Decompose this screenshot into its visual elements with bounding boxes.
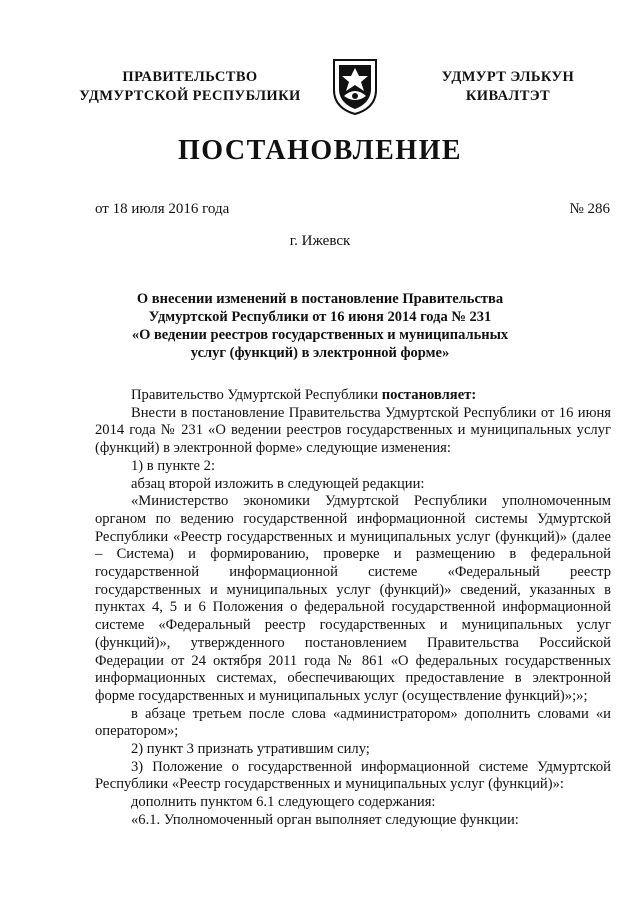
document-subject <box>110 290 530 362</box>
government-name-udmurt-line-1: УДМУРТ ЭЛЬКУН <box>441 69 575 85</box>
body-paragraph: «Министерство экономики Удмуртской Республики уполномоченным органом по ведению государственной информационной системы Удмуртской Республики «Реестр государственных и муниципальных услуг (функций)» (далее – Система) и формированию, проверке и размещению в федеральной государственной информационной системе «Федеральный реестр государственных и муниципальных услуг (функций)» сведений, указанных в пунктах 4, 5 и 6 Положения о федеральной государственной информационной системе «Федеральный реестр государственных и муниципальных услуг (функций)», утвержденного постановлением Правительства Российской Федерации от 24 октября 2011 года № 861 «О федеральных государственных информационных системах, обеспечивающих предоставление в электронной форме государственных и муниципальных услуг (осуществление функций)»;»; <box>95 493 611 704</box>
body-paragraph: 3) Положение о государственной информационной системе Удмуртской Республики «Реестр государственных и муниципальных услуг (функций)»: <box>95 758 611 793</box>
intro-verb: постановляет: <box>381 387 477 403</box>
body-paragraph: дополнить пунктом 6.1 следующего содержания: <box>131 794 436 811</box>
document-title: ПОСТАНОВЛЕНИЕ <box>177 135 463 166</box>
body-paragraph: в абзаце третьем после слова «администратором» дополнить словами «и оператором»; <box>95 705 611 740</box>
subject-line: Удмуртской Республики от 16 июня 2014 года № 231 <box>148 309 492 325</box>
document-body <box>95 387 611 830</box>
document-number: № 286 <box>569 201 610 217</box>
government-name-udmurt <box>418 68 598 106</box>
body-paragraph: «6.1. Уполномоченный орган выполняет следующие функции: <box>131 811 519 828</box>
government-name-line-1: ПРАВИТЕЛЬСТВО <box>122 69 258 85</box>
document-date: от 18 июля 2016 года <box>95 201 230 217</box>
body-intro <box>95 387 611 405</box>
body-paragraph: абзац второй изложить в следующей редакции: <box>131 475 425 492</box>
government-name-russian <box>70 68 310 106</box>
document-city: г. Ижевск <box>289 233 351 249</box>
body-paragraph: 2) пункт 3 признать утратившим силу; <box>131 741 370 758</box>
subject-line: услуг (функций) в электронной форме» <box>190 345 450 361</box>
intro-text: Правительство Удмуртской Республики <box>131 387 382 403</box>
subject-line: О внесении изменений в постановление Правительства <box>136 291 504 307</box>
government-name-line-2: УДМУРТСКОЙ РЕСПУБЛИКИ <box>79 88 301 104</box>
body-paragraph: Внести в постановление Правительства Удмуртской Республики от 16 июня 2014 года № 231 «О ведении реестров государственных и муниципальных услуг (функций) в электронной форме» следующие изменения: <box>95 404 611 457</box>
government-name-udmurt-line-2: КИВАЛТЭТ <box>465 88 551 104</box>
body-paragraph: 1) в пункте 2: <box>131 457 216 474</box>
subject-line: «О ведении реестров государственных и муниципальных <box>131 327 509 343</box>
coat-of-arms-icon <box>330 56 380 116</box>
